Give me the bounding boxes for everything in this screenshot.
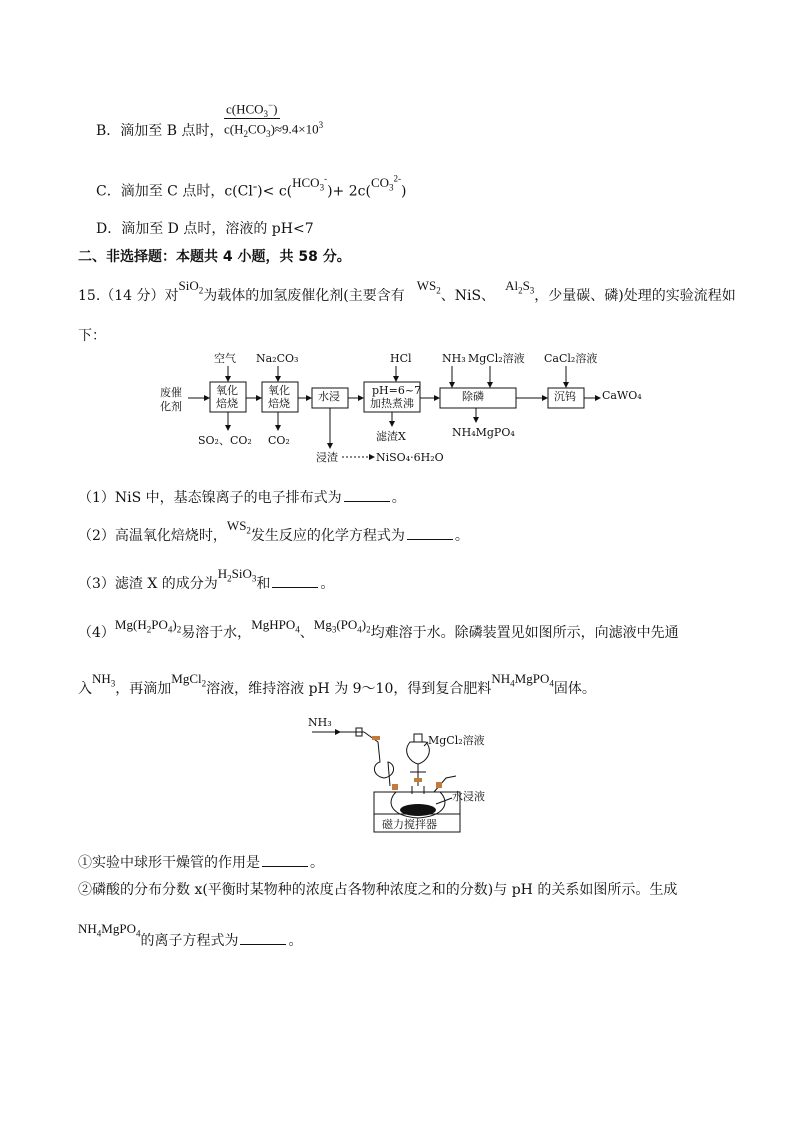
q-b-text: ②磷酸的分布分数 x(平衡时某物种的浓度占各物种浓度之和的分数)与 pH 的关系如图所示。生成	[78, 882, 678, 898]
option-c-close: )	[401, 183, 407, 200]
sub-question-4a	[78, 852, 324, 872]
q15-text2: 、NiS、	[440, 288, 496, 304]
option-c	[96, 173, 407, 201]
ws2-sub-2: 2	[246, 525, 251, 536]
apparatus-mgcl2-label: MgCl₂溶液	[428, 734, 485, 747]
q-a-text: ①实验中球形干燥管的作用是	[78, 855, 260, 871]
nh3-formula	[92, 671, 116, 689]
hco3-text: HCO	[292, 174, 320, 190]
mgcl2-text: MgCl	[171, 671, 202, 686]
box2-line1: 氧化	[268, 384, 290, 397]
nh4-sub-2: 4	[96, 928, 102, 939]
denominator-sub2: 3	[266, 128, 271, 139]
sub-question-4-line2	[78, 671, 596, 699]
q-b2-text: 的离子方程式为	[140, 933, 239, 949]
q-a-end: 。	[310, 855, 324, 871]
nh4-tail: MgPO	[514, 671, 550, 686]
clamp-4	[436, 782, 442, 788]
leach-solution	[400, 804, 436, 816]
sub1-text: （1）NiS 中，基态镍离子的电子排布式为	[78, 490, 342, 506]
residue-x-label: 滤渣X	[376, 430, 406, 443]
clamp-3	[392, 784, 398, 790]
ws2-formula	[416, 278, 441, 296]
sub-question-1	[78, 487, 406, 507]
h2sio3-sub: 2	[227, 573, 232, 584]
ws2-formula-2	[226, 518, 251, 536]
s-sub: 3	[529, 285, 535, 296]
sub4-pre: （4）	[78, 625, 115, 641]
q15-text1: 为载体的加氢废催化剂(主要含有	[203, 288, 405, 304]
denominator-text: c(H	[224, 121, 244, 137]
option-b-prefix	[96, 120, 223, 140]
option-d-text: D．滴加至 D 点时，溶液的 pH<7	[96, 221, 314, 237]
dropping-funnel	[407, 742, 430, 764]
sub3-end: 。	[320, 576, 335, 592]
numerator-text: c(HCO	[226, 101, 264, 117]
nh4mgpo4-formula	[491, 671, 554, 689]
apparatus-stirrer-label: 磁力搅拌器	[382, 818, 437, 831]
mg3-text: Mg	[313, 617, 332, 632]
q-b2-end: 。	[288, 933, 303, 949]
answer-blank-2[interactable]	[407, 527, 453, 540]
process-flowchart	[150, 348, 670, 466]
option-c-plus: )+ 2c(	[327, 183, 371, 200]
answer-blank-4a[interactable]	[262, 854, 308, 867]
h2sio3-h: H	[217, 566, 228, 581]
sub-question-4b-line2	[78, 921, 303, 951]
co3-formula	[370, 173, 401, 193]
h2sio3-formula	[217, 566, 257, 584]
option-c-prefix: C．滴加至 C 点时，c(Cl	[96, 183, 253, 200]
mgcl2-sub: 2	[201, 678, 207, 689]
sub4-line2-t3: 固体。	[553, 681, 596, 697]
q15-line2	[78, 325, 106, 345]
box5-label: 除磷	[462, 390, 484, 403]
mgcl2-formula	[171, 671, 207, 689]
mg3po42-formula: $Mg_3(PO_4)_2$	[313, 617, 371, 635]
sio2-sub: 2	[198, 285, 204, 296]
q15-lead: 15.（14 分）对	[78, 288, 179, 304]
hco3-sup: -	[324, 173, 328, 184]
ws2-sub: 2	[436, 285, 441, 296]
funnel-stopper	[414, 734, 422, 742]
sub-question-2	[78, 518, 469, 546]
leach-residue-label: 浸渣	[316, 451, 338, 464]
mghpo4-text: MgHPO	[251, 617, 296, 632]
sub2-text: 发生反应的化学方程式为	[250, 528, 405, 544]
sub3-pre: （3）滤渣 X 的成分为	[78, 576, 218, 592]
nh4-sub2-2: 4	[135, 928, 141, 939]
h2sio3-sub2: 3	[251, 573, 257, 584]
gas1-label: SO₂、CO₂	[198, 434, 252, 447]
sub3-text: 和	[256, 576, 271, 592]
numerator-sub: 3	[263, 108, 269, 119]
air-label: 空气	[214, 352, 236, 365]
option-b-denominator	[224, 120, 323, 139]
sub4-line2-pre: 入	[78, 681, 92, 697]
sio2-formula	[178, 278, 204, 296]
mghpo4-sub: 4	[295, 624, 300, 635]
co3-sub: 3	[389, 182, 394, 193]
section-title-text: 二、非选择题：本题共 4 小题，共 58 分。	[78, 249, 351, 265]
option-c-mid: )< c(	[257, 183, 293, 200]
ws2-text-2: WS	[226, 518, 247, 533]
mg3-sub: 3	[331, 624, 337, 635]
po4-sub: 4	[357, 624, 362, 635]
sub4-t3: 均难溶于水。除磷装置见如图所示，向滤液中先通	[370, 625, 679, 641]
answer-blank-4b[interactable]	[240, 932, 286, 945]
sub2-end: 。	[454, 528, 469, 544]
niso4-label: NiSO₄·6H₂O	[376, 451, 444, 464]
clamp-2	[414, 778, 422, 782]
cacl2-label: CaCl₂溶液	[544, 352, 598, 365]
gas2-label: CO₂	[268, 434, 290, 447]
q15-text3: ，少量碳、磷)处理的实验流程如	[534, 288, 736, 304]
numerator-sup: −	[268, 100, 274, 110]
answer-blank-1[interactable]	[344, 489, 390, 502]
box4-line1: pH=6~7	[372, 384, 422, 397]
nh4mgpo4-formula-2	[78, 921, 141, 939]
mg-text: Mg	[114, 617, 133, 632]
h2po4-sub: 2	[146, 624, 152, 635]
h2po4-sub2: 4	[167, 624, 173, 635]
po4-outer-sub: 2	[366, 624, 371, 635]
nh3-sub: 3	[110, 678, 116, 689]
box1-line2: 焙烧	[216, 397, 238, 410]
mg-h2po4-formula: $Mg(H_2PO_4)_2$	[114, 617, 182, 635]
h2po4-tail: PO	[151, 617, 168, 632]
fraction-bar	[224, 118, 280, 119]
al-text: Al	[505, 278, 519, 293]
box3-label: 水浸	[318, 390, 340, 403]
approx-value: ≈9.4×10	[274, 121, 319, 137]
sub2-pre: （2）高温氧化焙烧时，	[78, 528, 227, 544]
hco3-formula	[292, 173, 328, 193]
denominator-sub: 2	[243, 128, 248, 139]
mgcl2-label: MgCl₂溶液	[468, 352, 525, 365]
option-b-numerator	[226, 100, 277, 119]
q15-line2-text: 下：	[78, 328, 106, 344]
numerator-close: )	[273, 101, 278, 117]
drying-tube	[364, 732, 394, 786]
box4-line2: 加热煮沸	[370, 397, 414, 410]
sub4-line2-t2: 溶液，维持溶液 pH 为 9～10，得到复合肥料	[206, 681, 492, 697]
hcl-label: HCl	[390, 352, 412, 365]
feed-label-1: 废催	[160, 386, 182, 399]
po4-text: PO	[340, 617, 358, 632]
hco3-sub: 3	[319, 182, 325, 193]
box6-label: 沉钨	[554, 390, 576, 403]
nh4mgpo4-label: NH₄MgPO₄	[452, 426, 515, 439]
nh3-label: NH₃	[442, 352, 466, 365]
h2po4-outer-sub: 2	[176, 624, 182, 635]
apparatus-diagram	[306, 712, 536, 834]
mghpo4-formula	[251, 617, 300, 635]
sio2-text: SiO	[178, 278, 199, 293]
section-title	[78, 246, 351, 266]
co3-text: CO	[370, 174, 389, 190]
s-text: S	[522, 278, 530, 293]
denominator-close: )	[270, 121, 275, 137]
sub4-line2-t1: ，再滴加	[115, 681, 172, 697]
nh4-tail-2: MgPO	[101, 921, 136, 936]
nh4-sub2: 4	[549, 678, 554, 689]
nh3-text: NH	[92, 671, 111, 686]
apparatus-nh3-label: NH₃	[308, 716, 332, 729]
approx-exp: 3	[318, 120, 324, 130]
box2-line2: 焙烧	[268, 397, 290, 410]
apparatus-leach-label: 水浸液	[452, 790, 485, 803]
leach-pointer	[436, 798, 452, 804]
cl-charge: -	[252, 178, 258, 193]
option-d	[96, 218, 314, 238]
sub4-t1: 易溶于水，	[181, 625, 252, 641]
feed-label-2: 化剂	[160, 400, 182, 413]
co3-sup: 2-	[393, 173, 401, 184]
option-b-prefix-text: B．滴加至 B 点时，	[96, 123, 224, 139]
sub-question-3	[78, 566, 335, 594]
ws2-text: WS	[416, 278, 437, 293]
nh4-text: NH	[491, 671, 511, 686]
nh4-text-2: NH	[78, 921, 97, 936]
sub4-t2: 、	[299, 625, 314, 641]
denominator-tail: CO	[248, 121, 267, 137]
h2sio3-tail: SiO	[231, 566, 252, 581]
sub-question-4b	[78, 879, 677, 899]
al2s3-formula	[505, 278, 535, 296]
q15-line1	[78, 278, 736, 306]
na2co3-label: Na₂CO₃	[256, 352, 299, 365]
clamp-1	[372, 736, 380, 740]
nh4-sub: 4	[510, 678, 515, 689]
answer-blank-3[interactable]	[272, 575, 318, 588]
al-sub: 2	[518, 285, 523, 296]
h2po4-h: H	[137, 617, 147, 632]
box1-line1: 氧化	[216, 384, 238, 397]
sub1-end: 。	[391, 490, 406, 506]
product-label: CaWO₄	[602, 389, 642, 402]
sub-question-4-line1	[78, 617, 679, 643]
